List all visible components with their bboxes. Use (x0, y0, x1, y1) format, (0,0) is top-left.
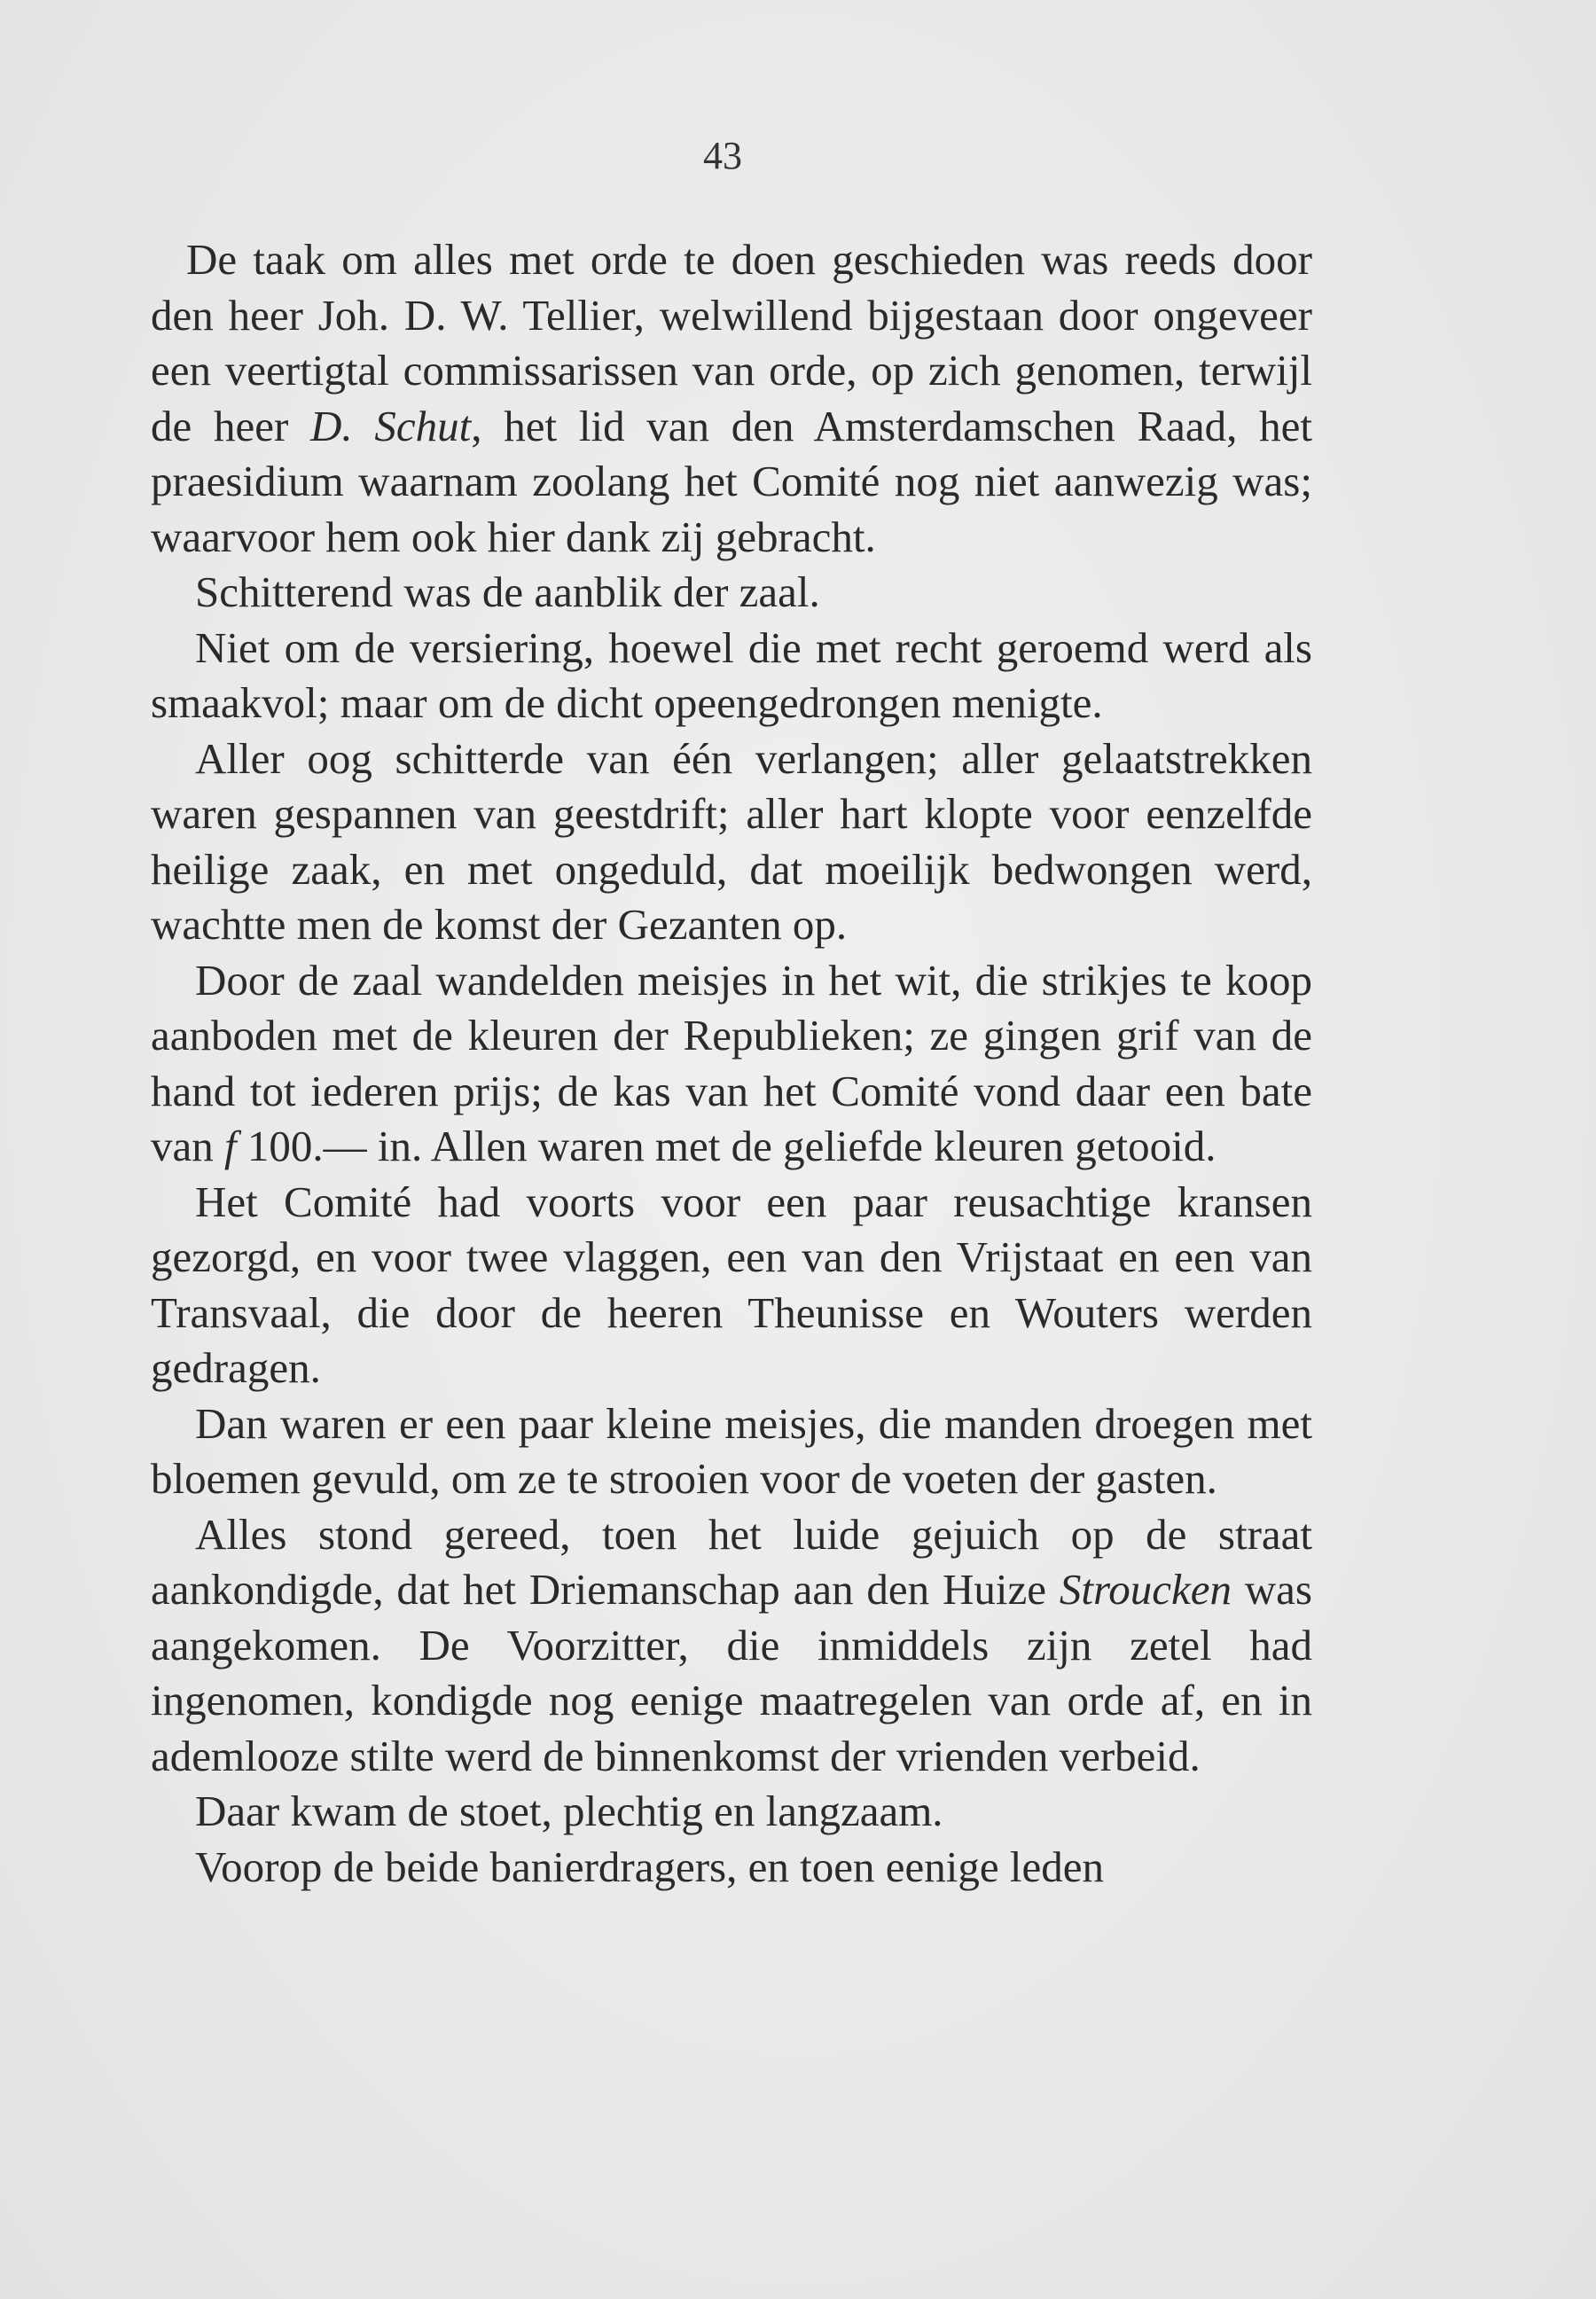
body-text (151, 232, 1312, 1895)
paragraph (151, 232, 1312, 565)
paragraph (151, 565, 1312, 621)
text-segment: Aller oog schitterde van één verlangen; aller gelaatstrekken waren gespannen van geestdrift; aller hart klopte voor eenzelfde heilige zaak, en met ongeduld, dat moeilijk bedwongen werd, wachtte men de komst der Gezanten op. (151, 733, 1312, 949)
text-segment: Schitterend was de aanblik der zaal. (195, 567, 820, 616)
paragraph (151, 731, 1312, 953)
text-segment: was aangekomen. De Voorzitter, die inmiddels zijn zetel had ingenomen, kondigde nog eenige maatregelen van orde af, en in ademlooze stilte werd de binnenkomst der vrienden verbeid. (151, 1565, 1312, 1780)
paragraph (151, 621, 1312, 731)
paragraph (151, 1175, 1312, 1396)
text-segment: Dan waren er een paar kleine meisjes, die manden droegen met bloemen gevuld, om ze te strooien voor de voeten der gasten. (151, 1398, 1312, 1503)
paragraph (151, 1840, 1312, 1896)
italic-name: Stroucken (1059, 1565, 1232, 1614)
text-segment: , het lid van den Amsterdamschen Raad, het praesidium waarnam zoolang het Comité nog niet aanwezig was; waarvoor hem ook hier dank zij gebracht. (151, 401, 1312, 561)
text-segment: Alles stond gereed, toen het luide gejuich op de straat aankondigde, dat het Driemanschap aan den Huize (151, 1509, 1312, 1614)
paragraph (151, 1784, 1312, 1840)
text-segment: Door de zaal wandelden meisjes in het wit, die strikjes te koop aanboden met de kleuren der Republieken; ze gingen grif van de hand tot iederen prijs; de kas van het Comité vond daar een bate van (151, 955, 1312, 1170)
text-segment: Het Comité had voorts voor een paar reusachtige kransen gezorgd, en voor twee vlaggen, een van den Vrijstaat en een van Transvaal, die door de heeren Theunisse en Wouters werden gedragen. (151, 1177, 1312, 1392)
text-segment: De taak om alles met orde te doen geschieden was reeds door den heer Joh. D. W. Tellier, welwillend bijgestaan door ongeveer een veertigtal commissarissen van orde, op zich genomen, terwijl de heer (151, 235, 1312, 450)
paragraph (151, 1396, 1312, 1507)
text-segment: Daar kwam de stoet, plechtig en langzaam. (195, 1787, 943, 1835)
text-segment: Niet om de versiering, hoewel die met recht geroemd werd als smaakvol; maar om de dicht opeengedrongen menigte. (151, 622, 1312, 727)
text-segment: 100.— in. Allen waren met de geliefde kleuren getooid. (236, 1122, 1217, 1170)
paragraph (151, 953, 1312, 1175)
currency-symbol: f (224, 1122, 237, 1170)
text-segment: Voorop de beide banierdragers, en toen eenige leden (195, 1842, 1104, 1891)
italic-name: D. Schut (310, 401, 472, 450)
page-number: 43 (703, 134, 742, 177)
paragraph (151, 1507, 1312, 1785)
